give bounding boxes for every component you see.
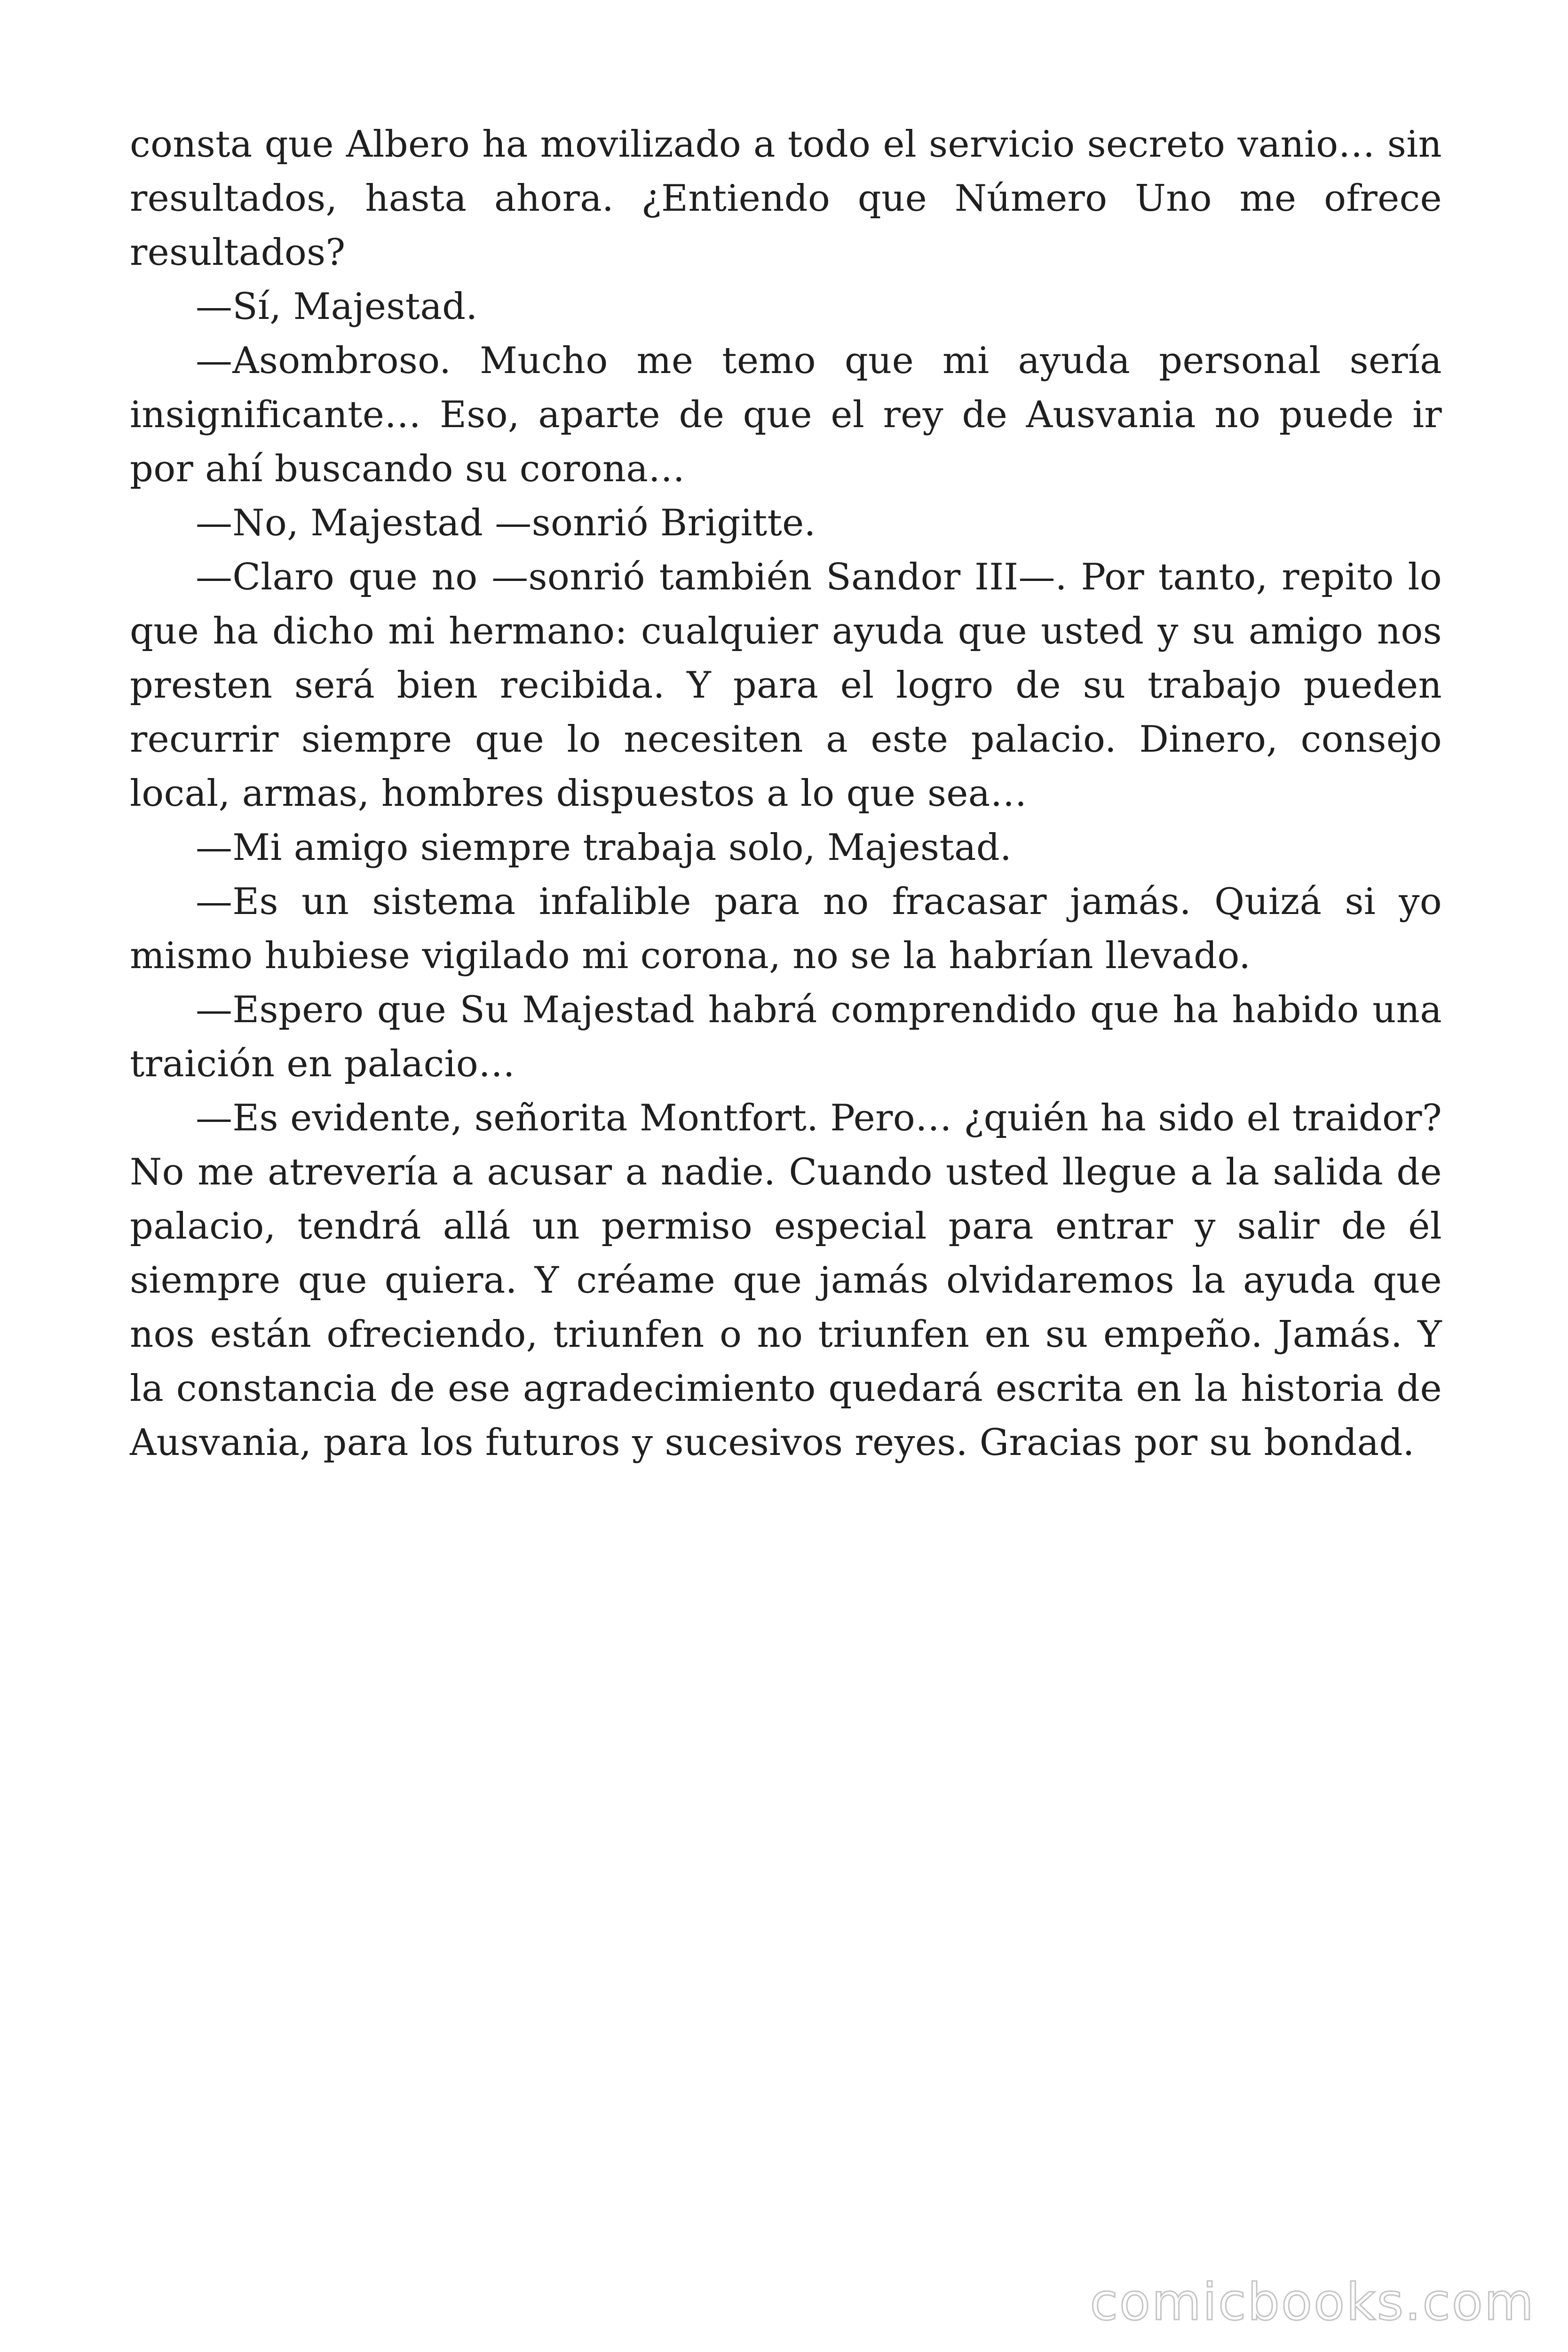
paragraph: —Sí, Majestad. <box>196 286 478 328</box>
watermark-logo: comicbooks.com <box>1090 2273 1535 2332</box>
paragraph: —Es un sistema infalible para no fracasar jamás. Quizá si yo mismo hubiese vigilado mi corona, no se la habrían llevado. <box>130 881 1442 977</box>
body-text <box>130 118 1442 1470</box>
paragraph: —Es evidente, señorita Montfort. Pero… ¿quién ha sido el traidor? No me atrevería a acusar a nadie. Cuando usted llegue a la salida de palacio, tendrá allá un permiso especial para entrar y salir de él siempre que quiera. Y créame que jamás olvidaremos la ayuda que nos están ofreciendo, triunfen o no triunfen en su empeño. Jamás. Y la constancia de ese agradecimiento quedará escrita en la historia de Ausvania, para los futuros y sucesivos reyes. Gracias por su bondad. <box>130 1097 1442 1464</box>
paragraph: —Asombroso. Mucho me temo que mi ayuda personal sería insignificante… Eso, aparte de que el rey de Ausvania no puede ir por ahí buscando su corona… <box>130 340 1442 490</box>
paragraph: —Claro que no —sonrió también Sandor III—. Por tanto, repito lo que ha dicho mi hermano: cualquier ayuda que usted y su amigo nos presten será bien recibida. Y para el logro de su trabajo pueden recurrir siempre que lo necesiten a este palacio. Dinero, consejo local, armas, hombres dispuestos a lo que sea… <box>130 556 1442 815</box>
paragraph-continuation: consta que Albero ha movilizado a todo el servicio secreto vanio… sin resultados, hasta ahora. ¿Entiendo que Número Uno me ofrece resultados? <box>130 123 1442 274</box>
paragraph: —Mi amigo siempre trabaja solo, Majestad. <box>196 826 1012 869</box>
paragraph: —No, Majestad —sonrió Brigitte. <box>196 502 816 544</box>
paragraph: —Espero que Su Majestad habrá comprendido que ha habido una traición en palacio… <box>130 989 1442 1085</box>
